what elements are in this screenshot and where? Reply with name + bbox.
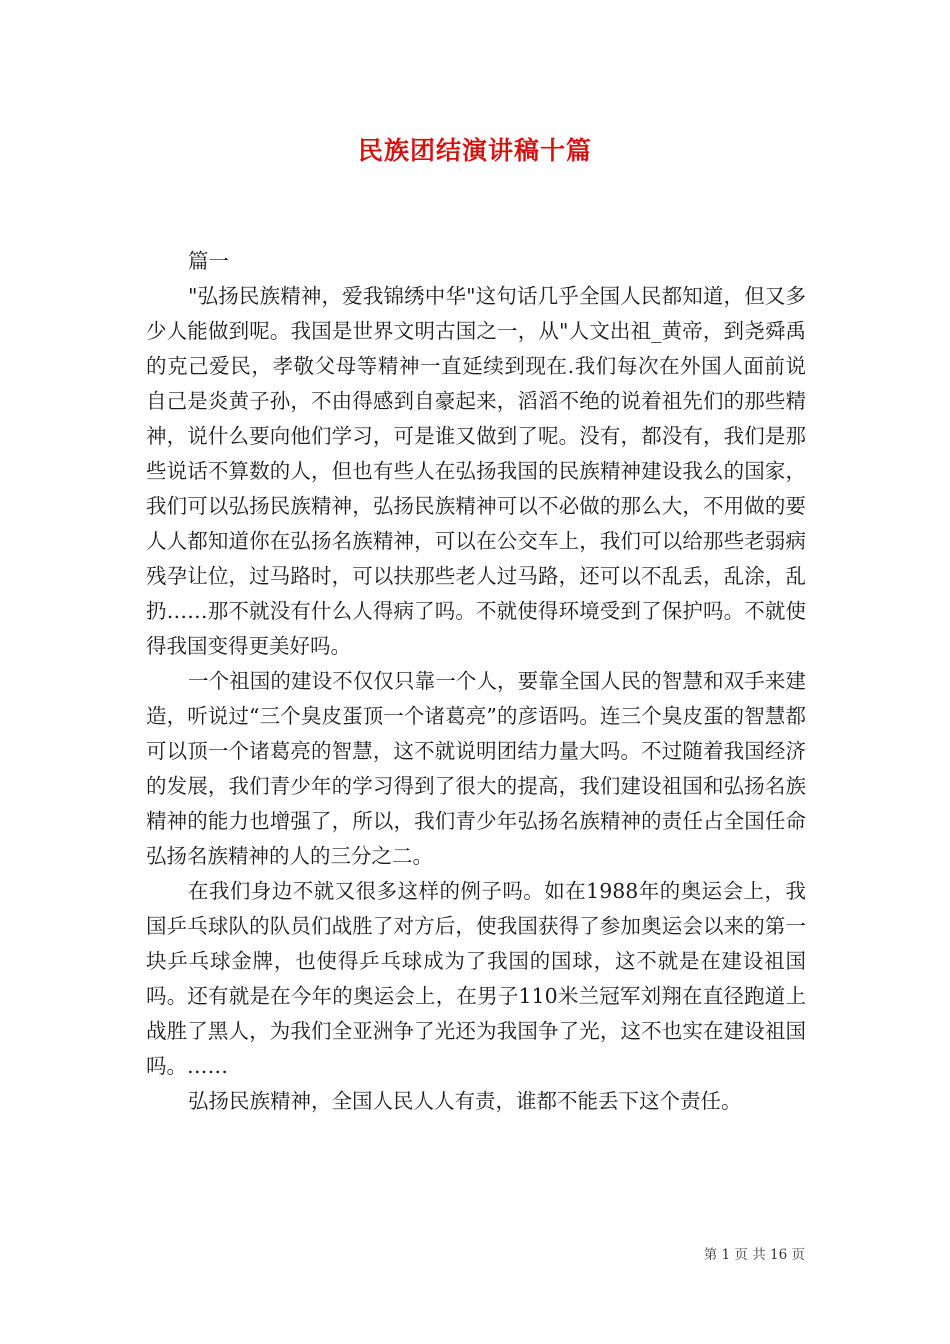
paragraph-1: "弘扬民族精神，爱我锦绣中华"这句话几乎全国人民都知道，但又多少人能做到呢。我国是世界文明古国之一，从"人文出祖_黄帝，到尧舜禹的克己爱民，孝敬父母等精神一直延续到现在.我们每次在外国人面前说自己是炎黄子孙，不由得感到自豪起来，滔滔不绝的说着祖先们的那些精神，说什么要向他们学习，可是谁又做到了呢。没有，都没有，我们是那些说话不算数的人，但也有些人在弘扬我国的民族精神建设我么的国家，我们可以弘扬民族精神，弘扬民族精神可以不必做的那么大，不用做的要人人都知道你在弘扬名族精神，可以在公交车上，我们可以给那些老弱病残孕让位，过马路时，可以扶那些老人过马路，还可以不乱丢，乱涂，乱扔……那不就没有什么人得病了吗。不就使得环境受到了保护吗。不就使得我国变得更美好吗。 xyxy=(146,284,806,658)
paragraph-3: 在我们身边不就又很多这样的例子吗。如在1988年的奥运会上，我国乒乓球队的队员们战胜了对方后，使我国获得了参加奥运会以来的第一块乒乓球金牌，也使得乒乓球成为了我国的国球，这不就是在建设祖国吗。还有就是在今年的奥运会上，在男子110米兰冠军刘翔在直径跑道上战胜了黑人，为我们全亚洲争了光还为我国争了光，这不也实在建设祖国吗。…… xyxy=(146,879,806,1078)
section-label: 篇一 xyxy=(188,249,229,273)
document-title: 民族团结演讲稿十篇 xyxy=(357,136,592,165)
document-body xyxy=(146,244,806,1119)
page-number: 第 1 页 共 16 页 xyxy=(703,1247,805,1263)
paragraph-4: 弘扬民族精神，全国人民人人有责，谁都不能丢下这个责任。 xyxy=(188,1089,742,1113)
paragraph-2: 一个祖国的建设不仅仅只靠一个人，要靠全国人民的智慧和双手来建造，听说过“三个臭皮蛋顶一个诸葛亮”的彦语吗。连三个臭皮蛋的智慧都可以顶一个诸葛亮的智慧，这不就说明团结力量大吗。不过随着我国经济的发展，我们青少年的学习得到了很大的提高，我们建设祖国和弘扬名族精神的能力也增强了，所以，我们青少年弘扬名族精神的责任占全国任命弘扬名族精神的人的三分之二。 xyxy=(146,669,806,868)
